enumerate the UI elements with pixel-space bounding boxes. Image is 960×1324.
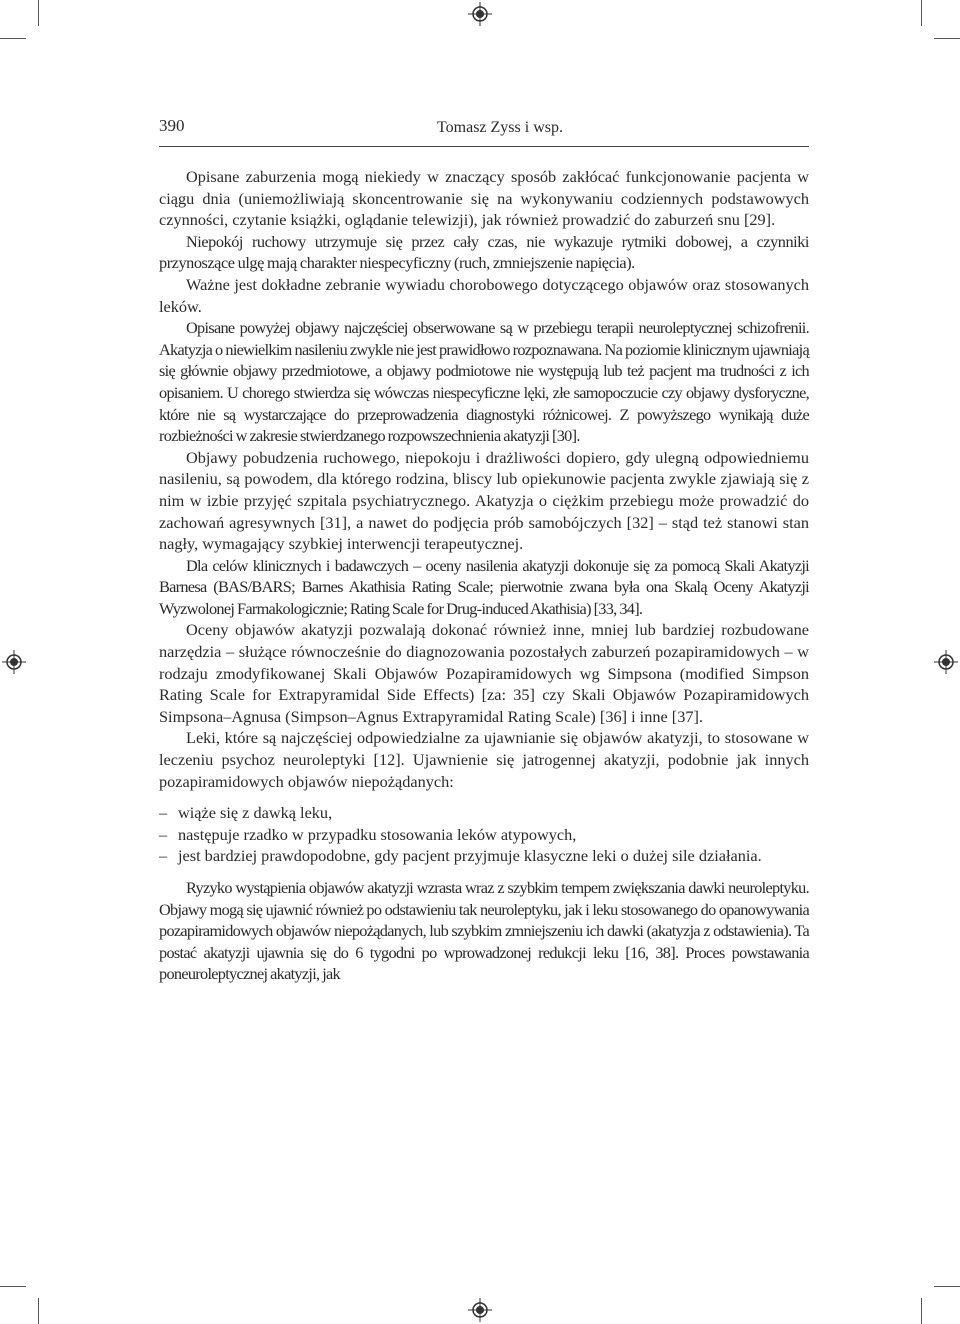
list-item: – jest bardziej prawdopodobne, gdy pacjent przyjmuje klasyczne leki o dużej sile działania. xyxy=(159,846,762,866)
paragraph: Ważne jest dokładne zebranie wywiadu chorobowego dotyczącego objawów oraz stosowanych leków. xyxy=(159,274,809,316)
paragraph: Oceny objawów akatyzji pozwalają dokonać również inne, mniej lub bardziej rozbudowane narzędzia – służące równocześnie do diagnozowania pozostałych zaburzeń pozapiramidowych – w rodzaju zmodyfikowanej Skali Objawów Pozapiramidowych wg Simpsona (modified Simpson Rating Scale for Extrapyramidal Side Effects) [za: 35] czy Skali Objawów Pozapiramidowych Simpsona–Agnusa (Simpson–Agnus Extrapyramidal Rating Scale) [36] i inne [37]. xyxy=(159,620,809,726)
crop-mark-top-left xyxy=(38,0,39,26)
list-item: – wiąże się z dawką leku, xyxy=(159,803,333,823)
dash-bullet: – xyxy=(159,824,168,844)
paragraph: Dla celów klinicznych i badawczych – oceny nasilenia akatyzji dokonuje się za pomocą Skali Akatyzji Barnesa (BAS/BARS; Barnes Akathisia Rating Scale; pierwotnie zwana była ona Skalą Oceny Akatyzji Wyzwolonej Farmakologicznie; Rating Scale for Drug-induced Akathisia) [33, 34]. xyxy=(159,555,809,618)
registration-mark-left-icon xyxy=(2,650,26,674)
bullet-list xyxy=(159,802,809,867)
crop-mark-bottom-right xyxy=(921,1298,922,1324)
paragraph: Opisane zaburzenia mogą niekiedy w znaczący sposób zakłócać funkcjonowanie pacjenta w ciągu dnia (uniemożliwiają skoncentrowanie się na wykonywaniu codziennych podstawowych czynności, czytanie książki, oglądanie telewizji), jak również prowadzić do zaburzeń snu [29]. xyxy=(159,167,809,230)
crop-mark-bottom-right-horizontal xyxy=(934,1286,960,1287)
paragraph: Ryzyko wystąpienia objawów akatyzji wzrasta wraz z szybkim tempem zwiększania dawki neuroleptyku. Objawy mogą się ujawnić również po odstawieniu tak neuroleptyku, jak i leku stosowanego do opanowywania pozapiramidowych objawów niepożądanych, lub szybkim zmniejszeniu ich dawki (akatyzja z odstawienia). Ta postać akatyzji ujawnia się do 6 tygodni po wprowadzonej redukcji leku [16, 38]. Proces powstawania poneuroleptycznej akatyzji, jak xyxy=(159,878,809,984)
crop-mark-bottom-left xyxy=(38,1298,39,1324)
page-number: 390 xyxy=(159,116,185,135)
crop-mark-top-right-horizontal xyxy=(934,38,960,39)
paragraph: Objawy pobudzenia ruchowego, niepokoju i drażliwości dopiero, gdy ulegną odpowiedniemu nasileniu, są powodem, dla którego rodzina, bliscy lub opiekunowie pacjenta zwykle zjawiają się z nim w izbie przyjęć szpitala psychiatrycznego. Akatyzja o ciężkim przebiegu może prowadzić do zachowań agresywnych [31], a nawet do podjęcia prób samobójczych [32] – stąd też stanowi stan nagły, wymagający szybkiej interwencji terapeutycznej. xyxy=(159,447,809,554)
registration-mark-bottom-icon xyxy=(468,1298,492,1322)
registration-mark-right-icon xyxy=(934,650,958,674)
article-body xyxy=(159,166,809,985)
running-head: Tomasz Zyss i wsp. xyxy=(437,119,563,136)
page-header xyxy=(159,116,809,140)
registration-mark-top-icon xyxy=(468,2,492,26)
crop-mark-top-left-horizontal xyxy=(0,38,26,39)
list-item: – następuje rzadko w przypadku stosowania leków atypowych, xyxy=(159,824,577,844)
dash-bullet: – xyxy=(159,846,168,866)
crop-mark-bottom-left-horizontal xyxy=(0,1286,26,1287)
crop-mark-top-right xyxy=(921,0,922,26)
header-rule xyxy=(159,146,809,147)
dash-bullet: – xyxy=(159,803,168,823)
paragraph: Niepokój ruchowy utrzymuje się przez cały czas, nie wykazuje rytmiki dobowej, a czynniki przynoszące ulgę mają charakter niespecyficzny (ruch, zmniejszenie napięcia). xyxy=(159,231,809,273)
paragraph: Leki, które są najczęściej odpowiedzialne za ujawnianie się objawów akatyzji, to stosowane w leczeniu psychoz neuroleptyki [12]. Ujawnienie się jatrogennej akatyzji, podobnie jak innych pozapiramidowych objawów niepożądanych: xyxy=(159,728,809,791)
paragraph: Opisane powyżej objawy najczęściej obserwowane są w przebiegu terapii neuroleptycznej schizofrenii. Akatyzja o niewielkim nasileniu zwykle nie jest prawidłowo rozpoznawana. Na poziomie klinicznym ujawniają się głównie objawy przedmiotowe, a objawy podmiotowe nie występują lub też pacjent ma trudności z ich opisaniem. U chorego stwierdza się wówczas niespecyficzne lęki, złe samopoczucie czy objawy dysforyczne, które nie są wystarczające do przeprowadzenia diagnostyki różnicowej. Z powyższego wynikają duże rozbieżności w zakresie stwierdzanego rozpowszechnienia akatyzji [30]. xyxy=(159,318,809,446)
